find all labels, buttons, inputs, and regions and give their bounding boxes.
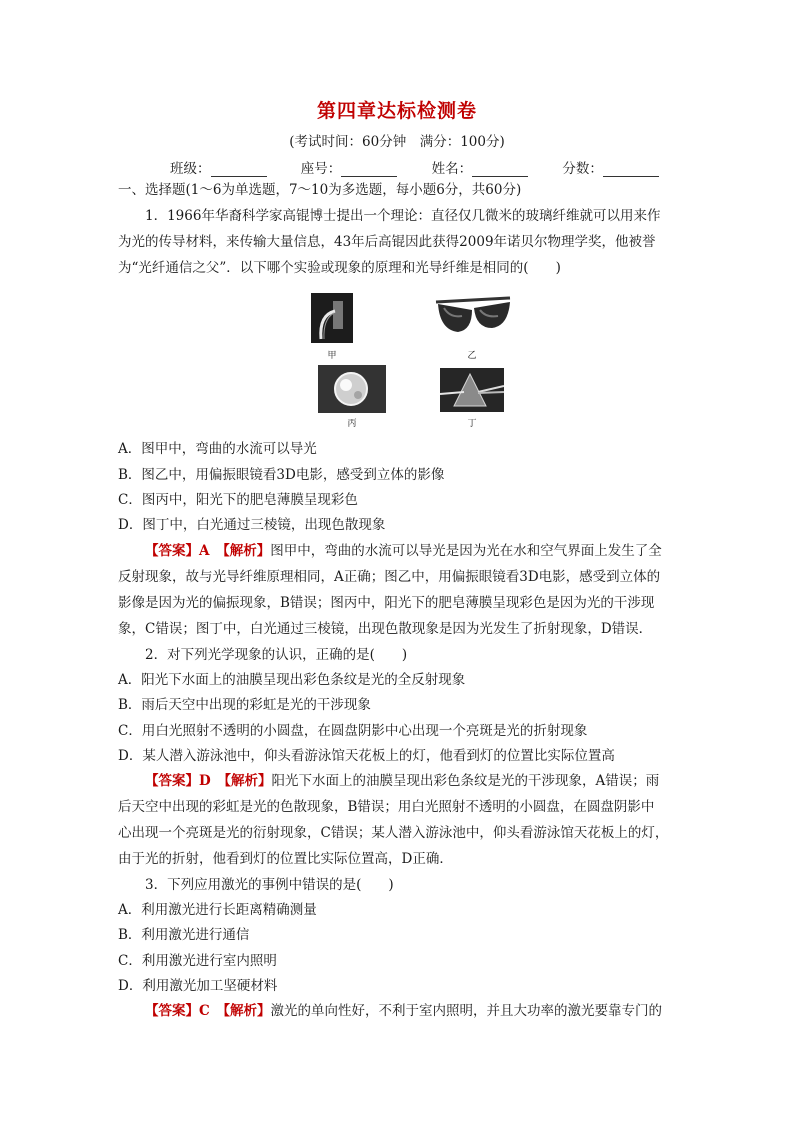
- q1-option-c[interactable]: C．图丙中，阳光下的肥皂薄膜呈现彩色: [118, 492, 358, 508]
- caption-ding: 丁: [467, 419, 477, 429]
- caption-jia: 甲: [327, 351, 337, 361]
- q2-answer-label: 【答案】D 【解析】: [145, 773, 272, 789]
- q1-explanation-1: 图甲中，弯曲的水流可以导光是因为光在水和空气界面上发生了全: [270, 543, 662, 559]
- q3-option-b[interactable]: B．利用激光进行通信: [118, 927, 250, 943]
- figure-sunglasses: [432, 288, 514, 346]
- q1-explanation-3: 影像是因为光的偏振现象，B错误；图丙中，阳光下的肥皂薄膜呈现彩色是因为光的干涉现: [118, 595, 655, 611]
- q2-option-b[interactable]: B．雨后天空中出现的彩虹是光的干涉现象: [118, 697, 371, 713]
- score-blank[interactable]: [603, 162, 659, 177]
- name-label: 姓名：: [431, 161, 473, 177]
- page-title: 第四章达标检测卷: [316, 100, 477, 122]
- q1-stem-3: 为“光纤通信之父”．以下哪个实验或现象的原理和光导纤维是相同的( ): [118, 260, 561, 276]
- q3-stem: 3．下列应用激光的事例中错误的是( ): [145, 877, 394, 893]
- caption-yi: 乙: [467, 351, 477, 361]
- seat-label: 座号：: [300, 161, 342, 177]
- q3-explanation-1: 激光的单向性好，不利于室内照明，并且大功率的激光要靠专门的: [270, 1003, 662, 1019]
- q2-explanation-1: 阳光下水面上的油膜呈现出彩色条纹是光的干涉现象，A错误；雨: [271, 773, 660, 789]
- figure-water-stream: [311, 293, 353, 343]
- score-label: 分数：: [562, 161, 603, 177]
- q3-answer-line: [145, 1002, 662, 1020]
- q1-explanation-4: 象，C错误；图丁中，白光通过三棱镜，出现色散现象是因为光发生了折射现象，D错误．: [118, 621, 653, 637]
- q2-stem: 2．对下列光学现象的认识，正确的是( ): [145, 647, 408, 663]
- q1-stem-2: 为光的传导材料，来传输大量信息，43年后高锟因此获得2009年诺贝尔物理学奖，他被誉: [118, 234, 656, 250]
- q1-answer-label: 【答案】A 【解析】: [145, 543, 271, 559]
- figure-prism: [440, 368, 504, 412]
- q3-option-c[interactable]: C．利用激光进行室内照明: [118, 953, 277, 969]
- q1-answer-line: [145, 542, 662, 560]
- q2-option-a[interactable]: A．阳光下水面上的油膜呈现出彩色条纹是光的全反射现象: [118, 672, 466, 688]
- seat-blank[interactable]: [341, 162, 397, 177]
- q3-answer-label: 【答案】C 【解析】: [145, 1003, 271, 1019]
- student-info-line: [170, 157, 659, 177]
- figure-soap-bubble: [318, 365, 386, 413]
- q2-explanation-3: 心出现一个亮斑是光的衍射现象，C错误；某人潜入游泳池中，仰头看游泳馆天花板上的灯，: [118, 825, 669, 841]
- q1-stem-1: 1．1966年华裔科学家高锟博士提出一个理论：直径仅几微米的玻璃纤维就可以用来作: [145, 208, 661, 224]
- name-blank[interactable]: [472, 162, 528, 177]
- q1-explanation-2: 反射现象，故与光导纤维原理相同，A正确；图乙中，用偏振眼镜看3D电影，感受到立体的: [118, 569, 661, 585]
- q2-option-d[interactable]: D．某人潜入游泳池中，仰头看游泳馆天花板上的灯，他看到灯的位置比实际位置高: [118, 748, 615, 764]
- q2-answer-line: [145, 772, 659, 790]
- q3-option-d[interactable]: D．利用激光加工坚硬材料: [118, 978, 278, 994]
- section-heading: 一、选择题(1～6为单选题，7～10为多选题，每小题6分，共60分): [118, 182, 522, 198]
- q3-option-a[interactable]: A．利用激光进行长距离精确测量: [118, 902, 317, 918]
- q2-option-c[interactable]: C．用白光照射不透明的小圆盘，在圆盘阴影中心出现一个亮斑是光的折射现象: [118, 723, 588, 739]
- exam-subtitle: (考试时间：60分钟 满分：100分): [289, 134, 505, 150]
- caption-bing: 丙: [347, 419, 357, 429]
- q1-option-b[interactable]: B．图乙中，用偏振眼镜看3D电影，感受到立体的影像: [118, 467, 445, 483]
- q2-explanation-4: 由于光的折射，他看到灯的位置比实际位置高，D正确．: [118, 851, 453, 867]
- q1-option-a[interactable]: A．图甲中，弯曲的水流可以导光: [118, 441, 317, 457]
- q1-option-d[interactable]: D．图丁中，白光通过三棱镜，出现色散现象: [118, 517, 386, 533]
- class-blank[interactable]: [211, 162, 267, 177]
- q2-explanation-2: 后天空中出现的彩虹是光的色散现象，B错误；用白光照射不透明的小圆盘，在圆盘阴影中: [118, 799, 655, 815]
- class-label: 班级：: [170, 161, 211, 177]
